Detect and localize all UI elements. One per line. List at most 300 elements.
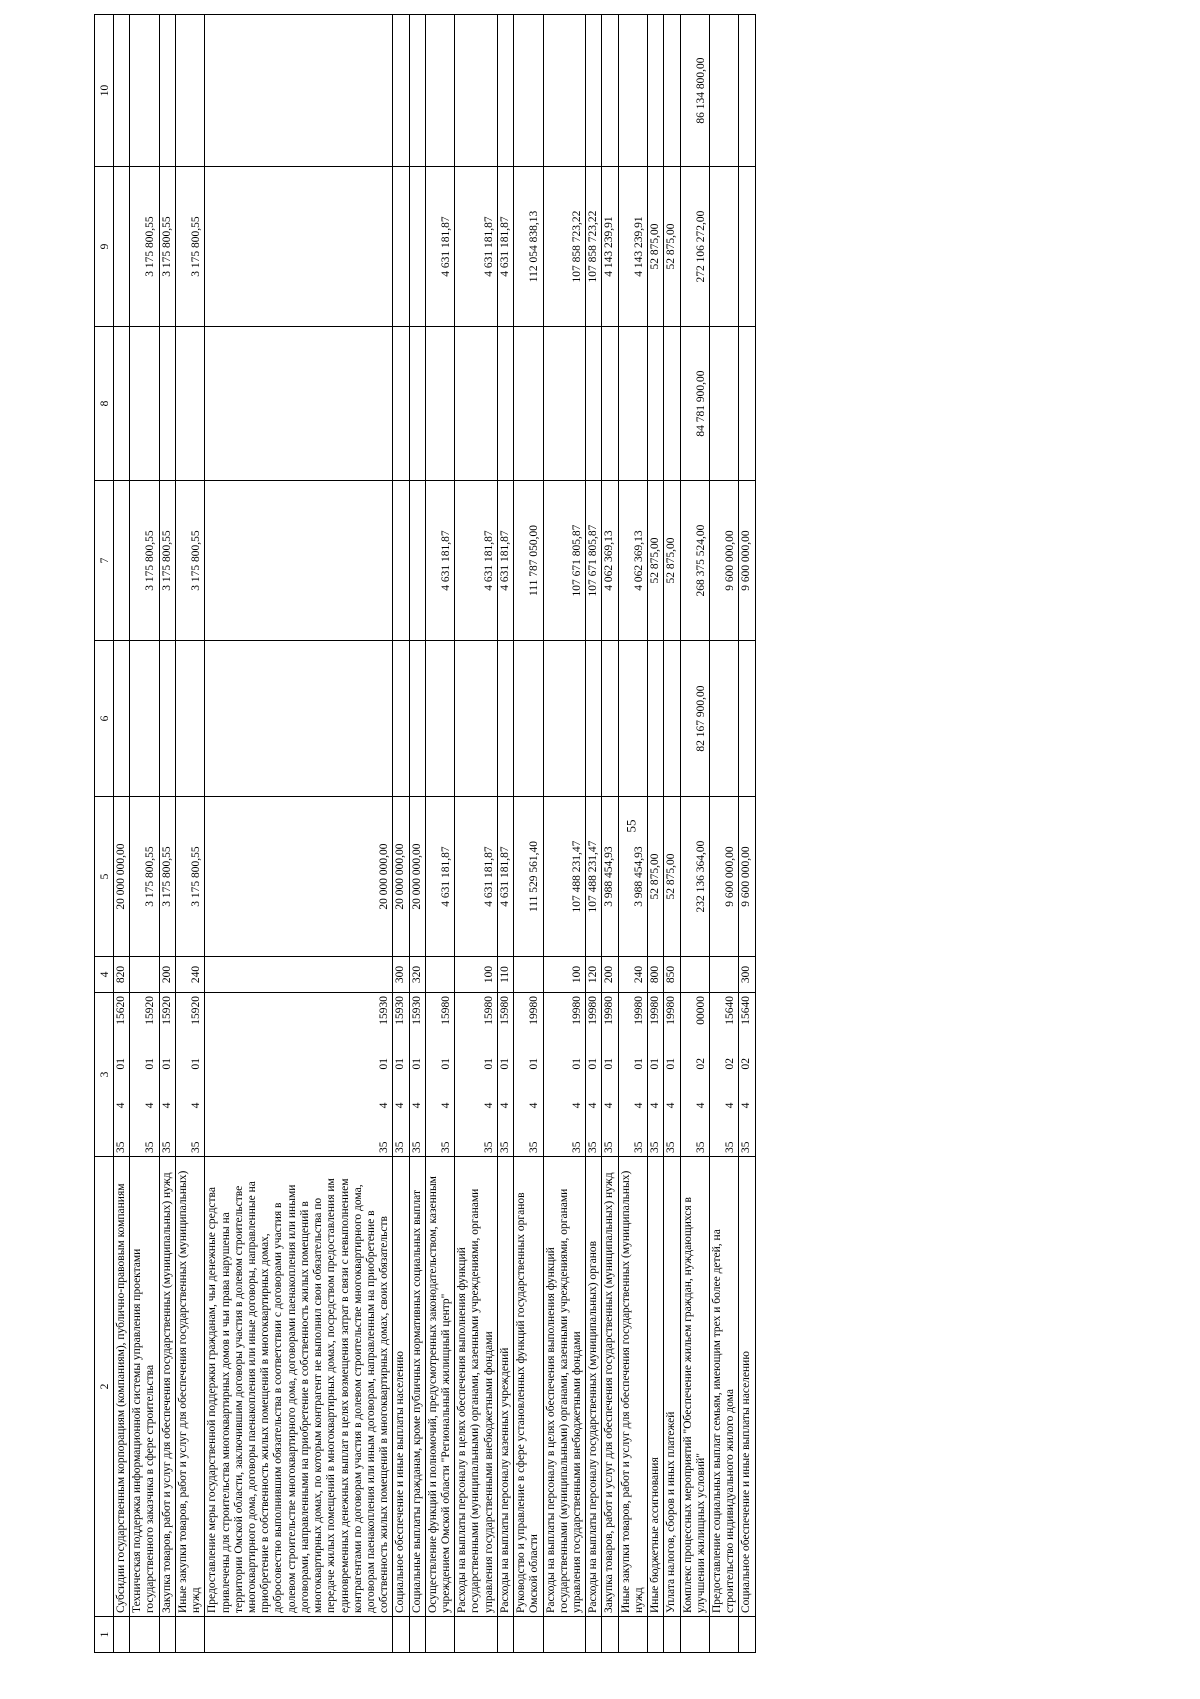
row-value-c8 xyxy=(618,327,647,481)
row-value-c10 xyxy=(205,15,393,167)
row-value-c5: 111 529 561,40 xyxy=(514,797,543,957)
row-vr: 200 xyxy=(602,957,618,993)
table-row xyxy=(114,15,130,1653)
row-value-c8 xyxy=(159,327,175,481)
row-code xyxy=(130,993,159,1157)
row-vr xyxy=(205,957,393,993)
row-code xyxy=(497,993,513,1157)
row-value-c5: 20 000 000,00 xyxy=(205,797,393,957)
code-part: 4 xyxy=(378,1102,391,1109)
code-part: 02 xyxy=(740,1057,753,1070)
row-name: Социальное обеспечение и иные выплаты населению xyxy=(739,1157,755,1617)
row-value-c6 xyxy=(618,641,647,797)
code-part: 01 xyxy=(603,1057,616,1070)
code-part: 01 xyxy=(571,1057,583,1070)
row-name: Иные закупки товаров, работ и услуг для обеспечения государственных (муниципальных) нужд xyxy=(175,1157,204,1617)
column-header: 8 xyxy=(95,327,114,481)
row-value-c10 xyxy=(543,15,586,167)
row-value-c5: 4 631 181,87 xyxy=(455,797,498,957)
code-part: 01 xyxy=(528,1057,541,1070)
row-value-c6 xyxy=(393,641,409,797)
code-part: 4 xyxy=(482,1102,495,1109)
row-cell-empty xyxy=(586,1617,602,1653)
table-row xyxy=(709,15,738,1653)
row-value-c8 xyxy=(393,327,409,481)
row-code xyxy=(618,993,647,1157)
row-value-c10 xyxy=(648,15,664,167)
row-value-c8 xyxy=(497,327,513,481)
row-value-c10 xyxy=(409,15,425,167)
row-code xyxy=(648,993,664,1157)
code-part: 35 xyxy=(528,1141,541,1153)
row-code xyxy=(709,993,738,1157)
code-part: 02 xyxy=(724,1057,737,1070)
code-part: 15930 xyxy=(378,996,391,1025)
table-row xyxy=(175,15,204,1653)
row-cell-empty xyxy=(739,1617,755,1653)
row-code xyxy=(543,993,586,1157)
row-name: Предоставление социальных выплат семьям, имеющим трех и более детей, на строительство индивидуального жилого дома xyxy=(709,1157,738,1617)
column-header: 1 xyxy=(95,1617,114,1653)
row-vr: 300 xyxy=(739,957,755,993)
row-vr: 820 xyxy=(114,957,130,993)
row-value-c10 xyxy=(514,15,543,167)
code-part: 01 xyxy=(587,1057,600,1070)
row-code xyxy=(455,993,498,1157)
code-part: 35 xyxy=(144,1141,157,1153)
column-header: 3 xyxy=(95,993,114,1157)
row-value-c9 xyxy=(709,167,738,327)
row-vr xyxy=(514,957,543,993)
row-value-c7: 4 062 369,13 xyxy=(618,481,647,641)
row-cell-empty xyxy=(543,1617,586,1653)
row-code xyxy=(586,993,602,1157)
row-value-c10 xyxy=(664,15,680,167)
row-value-c5: 3 175 800,55 xyxy=(130,797,159,957)
row-value-c6 xyxy=(130,641,159,797)
row-value-c7 xyxy=(114,481,130,641)
row-value-c8 xyxy=(409,327,425,481)
code-part: 00000 xyxy=(694,996,707,1025)
code-part: 01 xyxy=(190,1057,203,1070)
code-part: 01 xyxy=(144,1057,157,1070)
column-header: 6 xyxy=(95,641,114,797)
code-part: 15980 xyxy=(440,996,453,1025)
code-part: 35 xyxy=(378,1141,391,1153)
row-name: Субсидии государственным корпорациям (компаниям), публично-правовым компаниям xyxy=(114,1157,130,1617)
row-name: Уплата налогов, сборов и иных платежей xyxy=(664,1157,680,1617)
code-part: 19980 xyxy=(665,996,678,1025)
row-value-c7 xyxy=(205,481,393,641)
row-value-c7: 9 600 000,00 xyxy=(739,481,755,641)
column-header: 7 xyxy=(95,481,114,641)
row-name: Социальное обеспечение и иные выплаты населению xyxy=(393,1157,409,1617)
code-part: 15640 xyxy=(724,996,737,1025)
row-value-c5: 232 136 364,00 xyxy=(680,797,709,957)
code-part: 4 xyxy=(740,1102,753,1109)
row-value-c5: 4 631 181,87 xyxy=(425,797,454,957)
code-part: 01 xyxy=(665,1057,678,1070)
table-row xyxy=(648,15,664,1653)
code-part: 4 xyxy=(649,1102,662,1109)
code-part: 4 xyxy=(724,1102,737,1109)
row-value-c8 xyxy=(114,327,130,481)
row-value-c7: 4 062 369,13 xyxy=(602,481,618,641)
code-part: 35 xyxy=(410,1141,423,1153)
row-value-c9 xyxy=(393,167,409,327)
code-part: 02 xyxy=(694,1057,707,1070)
row-value-c8 xyxy=(586,327,602,481)
code-part: 01 xyxy=(440,1057,453,1070)
row-cell-empty xyxy=(497,1617,513,1653)
row-value-c8 xyxy=(543,327,586,481)
row-value-c6 xyxy=(455,641,498,797)
row-name: Комплекс процессных мероприятий "Обеспечение жильем граждан, нуждающихся в улучшении жилищных условий" xyxy=(680,1157,709,1617)
code-part: 35 xyxy=(482,1141,495,1153)
row-name: Осуществление функций и полномочий, предусмотренных законодательством, казенным учреждением Омской области "Региональный жилищный центр" xyxy=(425,1157,454,1617)
row-name: Иные закупки товаров, работ и услуг для обеспечения государственных (муниципальных) нужд xyxy=(618,1157,647,1617)
row-value-c9: 4 631 181,87 xyxy=(497,167,513,327)
row-value-c9: 3 175 800,55 xyxy=(159,167,175,327)
code-part: 15980 xyxy=(498,996,511,1025)
row-value-c5: 52 875,00 xyxy=(648,797,664,957)
row-value-c7: 9 600 000,00 xyxy=(709,481,738,641)
row-value-c7: 4 631 181,87 xyxy=(497,481,513,641)
row-cell-empty xyxy=(175,1617,204,1653)
column-header: 10 xyxy=(95,15,114,167)
row-value-c6 xyxy=(205,641,393,797)
row-value-c10 xyxy=(393,15,409,167)
row-code xyxy=(175,993,204,1157)
code-part: 4 xyxy=(632,1102,645,1109)
row-value-c7: 3 175 800,55 xyxy=(159,481,175,641)
row-value-c9: 4 143 239,91 xyxy=(618,167,647,327)
table-row xyxy=(130,15,159,1653)
row-code xyxy=(205,993,393,1157)
code-part: 19980 xyxy=(649,996,662,1025)
row-value-c10 xyxy=(114,15,130,167)
row-value-c7 xyxy=(409,481,425,641)
row-name: Расходы на выплаты персоналу казенных учреждений xyxy=(497,1157,513,1617)
row-value-c10: 86 134 800,00 xyxy=(680,15,709,167)
row-value-c8 xyxy=(739,327,755,481)
row-cell-empty xyxy=(514,1617,543,1653)
row-value-c6: 82 167 900,00 xyxy=(680,641,709,797)
row-name: Техническая поддержка информационной системы управления проектами государственного заказчика в сфере строительства xyxy=(130,1157,159,1617)
row-value-c10 xyxy=(497,15,513,167)
row-code xyxy=(680,993,709,1157)
row-vr xyxy=(425,957,454,993)
row-value-c5: 4 631 181,87 xyxy=(497,797,513,957)
table-row xyxy=(602,15,618,1653)
row-value-c5: 9 600 000,00 xyxy=(739,797,755,957)
code-part: 35 xyxy=(160,1141,173,1153)
row-vr: 100 xyxy=(455,957,498,993)
row-value-c5: 3 988 454,93 xyxy=(618,797,647,957)
row-value-c7: 52 875,00 xyxy=(664,481,680,641)
row-value-c10 xyxy=(602,15,618,167)
code-part: 4 xyxy=(528,1102,541,1109)
row-value-c9 xyxy=(409,167,425,327)
row-code xyxy=(425,993,454,1157)
row-value-c7: 4 631 181,87 xyxy=(425,481,454,641)
code-part: 35 xyxy=(190,1141,203,1153)
row-value-c9: 112 054 838,13 xyxy=(514,167,543,327)
row-code xyxy=(393,993,409,1157)
table-row xyxy=(664,15,680,1653)
row-value-c6 xyxy=(664,641,680,797)
row-name: Иные бюджетные ассигнования xyxy=(648,1157,664,1617)
code-part: 01 xyxy=(410,1057,423,1070)
row-value-c6 xyxy=(425,641,454,797)
row-vr xyxy=(709,957,738,993)
row-value-c7: 107 671 805,87 xyxy=(586,481,602,641)
row-value-c5: 107 488 231,47 xyxy=(586,797,602,957)
code-part: 19980 xyxy=(587,996,600,1025)
table-row xyxy=(393,15,409,1653)
row-value-c8: 84 781 900,00 xyxy=(680,327,709,481)
row-value-c7: 4 631 181,87 xyxy=(455,481,498,641)
code-part: 35 xyxy=(649,1141,662,1153)
row-value-c8 xyxy=(130,327,159,481)
row-value-c10 xyxy=(455,15,498,167)
row-value-c6 xyxy=(586,641,602,797)
row-name: Расходы на выплаты персоналу в целях обеспечения выполнения функций государственными (муниципальными) органами, казенными учреждениями, органами управления государственными внебюджетными фондами xyxy=(543,1157,586,1617)
code-part: 01 xyxy=(649,1057,662,1070)
code-part: 4 xyxy=(694,1102,707,1109)
row-value-c7: 52 875,00 xyxy=(648,481,664,641)
row-value-c5: 107 488 231,47 xyxy=(543,797,586,957)
row-value-c5: 3 175 800,55 xyxy=(159,797,175,957)
table-row xyxy=(455,15,498,1653)
code-part: 4 xyxy=(571,1102,583,1109)
row-value-c7: 268 375 524,00 xyxy=(680,481,709,641)
row-value-c6 xyxy=(409,641,425,797)
row-value-c6 xyxy=(497,641,513,797)
row-vr: 240 xyxy=(175,957,204,993)
row-value-c9: 52 875,00 xyxy=(664,167,680,327)
code-part: 4 xyxy=(440,1102,453,1109)
code-part: 15920 xyxy=(160,996,173,1025)
row-name: Расходы на выплаты персоналу в целях обеспечения выполнения функций государственными (муниципальными) органами, казенными учреждениями, органами управления государственными внебюджетными фондами xyxy=(455,1157,498,1617)
row-vr: 110 xyxy=(497,957,513,993)
code-part: 4 xyxy=(190,1102,203,1109)
row-value-c9: 4 143 239,91 xyxy=(602,167,618,327)
code-part: 35 xyxy=(498,1141,511,1153)
code-part: 4 xyxy=(498,1102,511,1109)
budget-table xyxy=(94,14,756,1653)
code-part: 15930 xyxy=(394,996,407,1025)
code-part: 35 xyxy=(665,1141,678,1153)
row-value-c6 xyxy=(159,641,175,797)
row-value-c9: 4 631 181,87 xyxy=(425,167,454,327)
code-part: 15620 xyxy=(115,996,127,1025)
row-cell-empty xyxy=(709,1617,738,1653)
row-value-c9 xyxy=(739,167,755,327)
row-cell-empty xyxy=(680,1617,709,1653)
page-number: 55 xyxy=(623,819,639,833)
row-name: Социальные выплаты гражданам, кроме публичных нормативных социальных выплат xyxy=(409,1157,425,1617)
table-row xyxy=(543,15,586,1653)
row-value-c8 xyxy=(664,327,680,481)
code-part: 35 xyxy=(571,1141,583,1153)
row-value-c8 xyxy=(514,327,543,481)
row-value-c5: 20 000 000,00 xyxy=(393,797,409,957)
code-part: 01 xyxy=(378,1057,391,1070)
row-value-c9: 3 175 800,55 xyxy=(175,167,204,327)
row-vr: 240 xyxy=(618,957,647,993)
row-value-c8 xyxy=(602,327,618,481)
row-value-c9 xyxy=(114,167,130,327)
code-part: 4 xyxy=(587,1102,600,1109)
table-row xyxy=(586,15,602,1653)
code-part: 01 xyxy=(498,1057,511,1070)
row-value-c8 xyxy=(648,327,664,481)
code-part: 19980 xyxy=(528,996,541,1025)
code-part: 19980 xyxy=(571,996,583,1025)
row-value-c8 xyxy=(709,327,738,481)
row-cell-empty xyxy=(393,1617,409,1653)
table-body xyxy=(114,15,756,1653)
column-header: 2 xyxy=(95,1157,114,1617)
code-part: 4 xyxy=(115,1102,127,1109)
row-value-c5: 20 000 000,00 xyxy=(114,797,130,957)
row-value-c7: 107 671 805,87 xyxy=(543,481,586,641)
row-value-c5: 3 988 454,93 xyxy=(602,797,618,957)
table-row xyxy=(739,15,755,1653)
code-part: 15640 xyxy=(740,996,753,1025)
row-cell-empty xyxy=(159,1617,175,1653)
row-vr: 100 xyxy=(543,957,586,993)
row-name: Закупка товаров, работ и услуг для обеспечения государственных (муниципальных) нужд xyxy=(159,1157,175,1617)
row-code xyxy=(409,993,425,1157)
code-part: 15920 xyxy=(190,996,203,1025)
row-value-c9: 52 875,00 xyxy=(648,167,664,327)
table-row xyxy=(409,15,425,1653)
table-row xyxy=(618,15,647,1653)
row-value-c7 xyxy=(393,481,409,641)
header-row xyxy=(95,15,114,1653)
row-value-c10 xyxy=(130,15,159,167)
row-name: Расходы на выплаты персоналу государственных (муниципальных) органов xyxy=(586,1157,602,1617)
row-value-c8 xyxy=(205,327,393,481)
row-value-c6 xyxy=(648,641,664,797)
row-vr: 300 xyxy=(393,957,409,993)
row-value-c6 xyxy=(602,641,618,797)
row-value-c10 xyxy=(709,15,738,167)
row-value-c9: 107 858 723,22 xyxy=(543,167,586,327)
code-part: 01 xyxy=(160,1057,173,1070)
column-header: 9 xyxy=(95,167,114,327)
row-cell-empty xyxy=(114,1617,130,1653)
row-value-c10 xyxy=(159,15,175,167)
row-value-c8 xyxy=(425,327,454,481)
row-code xyxy=(114,993,130,1157)
row-code xyxy=(739,993,755,1157)
row-code xyxy=(664,993,680,1157)
row-value-c10 xyxy=(425,15,454,167)
row-cell-empty xyxy=(205,1617,393,1653)
row-cell-empty xyxy=(455,1617,498,1653)
table-row xyxy=(159,15,175,1653)
row-cell-empty xyxy=(618,1617,647,1653)
column-header: 4 xyxy=(95,957,114,993)
row-cell-empty xyxy=(648,1617,664,1653)
row-cell-empty xyxy=(664,1617,680,1653)
row-value-c10 xyxy=(739,15,755,167)
code-part: 35 xyxy=(587,1141,600,1153)
row-cell-empty xyxy=(409,1617,425,1653)
row-vr: 850 xyxy=(664,957,680,993)
code-part: 35 xyxy=(440,1141,453,1153)
code-part: 15980 xyxy=(482,996,495,1025)
row-vr: 120 xyxy=(586,957,602,993)
code-part: 35 xyxy=(740,1141,753,1153)
row-code xyxy=(159,993,175,1157)
row-value-c9: 3 175 800,55 xyxy=(130,167,159,327)
row-value-c8 xyxy=(455,327,498,481)
row-value-c6 xyxy=(114,641,130,797)
table-row xyxy=(514,15,543,1653)
code-part: 4 xyxy=(394,1102,407,1109)
code-part: 35 xyxy=(115,1141,127,1153)
row-vr xyxy=(680,957,709,993)
code-part: 4 xyxy=(410,1102,423,1109)
code-part: 19980 xyxy=(632,996,645,1025)
row-cell-empty xyxy=(425,1617,454,1653)
code-part: 01 xyxy=(482,1057,495,1070)
row-value-c6 xyxy=(739,641,755,797)
code-part: 35 xyxy=(694,1141,707,1153)
row-value-c7: 3 175 800,55 xyxy=(175,481,204,641)
row-code xyxy=(602,993,618,1157)
row-value-c10 xyxy=(175,15,204,167)
row-code xyxy=(514,993,543,1157)
code-part: 4 xyxy=(144,1102,157,1109)
row-vr: 320 xyxy=(409,957,425,993)
code-part: 35 xyxy=(724,1141,737,1153)
table-row xyxy=(680,15,709,1653)
code-part: 4 xyxy=(160,1102,173,1109)
row-vr: 200 xyxy=(159,957,175,993)
row-value-c8 xyxy=(175,327,204,481)
code-part: 01 xyxy=(115,1057,127,1070)
code-part: 4 xyxy=(603,1102,616,1109)
row-value-c5: 3 175 800,55 xyxy=(175,797,204,957)
row-value-c6 xyxy=(514,641,543,797)
row-value-c10 xyxy=(586,15,602,167)
row-value-c6 xyxy=(175,641,204,797)
code-part: 15930 xyxy=(410,996,423,1025)
code-part: 35 xyxy=(632,1141,645,1153)
row-value-c7: 3 175 800,55 xyxy=(130,481,159,641)
column-header: 5 xyxy=(95,797,114,957)
row-name: Закупка товаров, работ и услуг для обеспечения государственных (муниципальных) нужд xyxy=(602,1157,618,1617)
row-value-c9: 272 106 272,00 xyxy=(680,167,709,327)
row-value-c9: 4 631 181,87 xyxy=(455,167,498,327)
row-cell-empty xyxy=(130,1617,159,1653)
row-value-c6 xyxy=(543,641,586,797)
table-row xyxy=(497,15,513,1653)
row-value-c7: 111 787 050,00 xyxy=(514,481,543,641)
code-part: 35 xyxy=(603,1141,616,1153)
row-value-c6 xyxy=(709,641,738,797)
code-part: 19980 xyxy=(603,996,616,1025)
row-value-c5: 52 875,00 xyxy=(664,797,680,957)
code-part: 4 xyxy=(665,1102,678,1109)
row-value-c9: 107 858 723,22 xyxy=(586,167,602,327)
table-row xyxy=(425,15,454,1653)
